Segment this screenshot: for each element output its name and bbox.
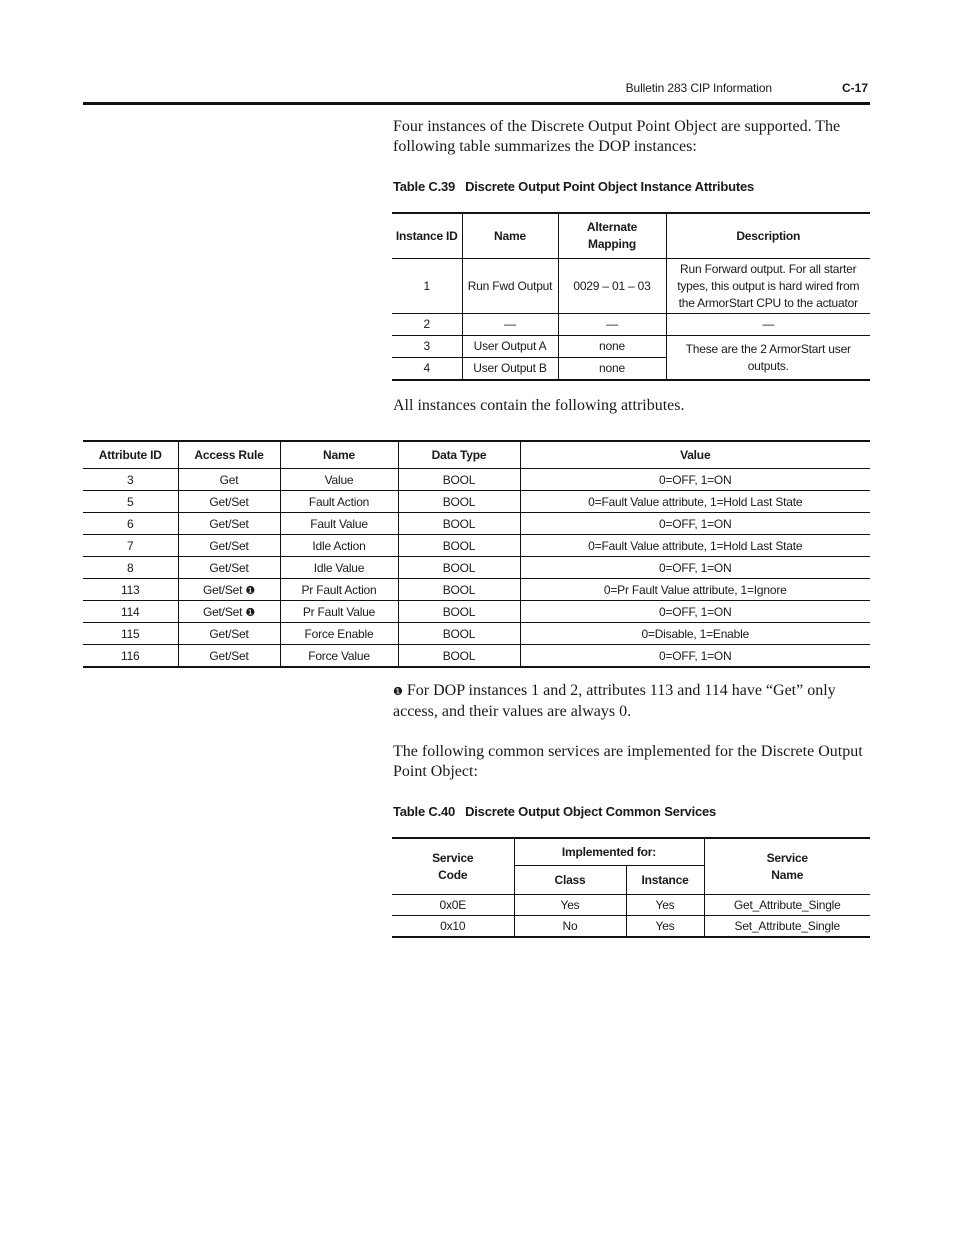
table-row xyxy=(83,513,870,535)
access-rule-cell xyxy=(178,491,280,513)
instance-id-cell: 2 xyxy=(392,314,462,336)
instance-name-cell: User Output B xyxy=(462,358,558,381)
table-row xyxy=(83,535,870,557)
header-rule xyxy=(83,102,870,105)
class-cell: Yes xyxy=(514,895,626,916)
table-c39-caption xyxy=(393,179,754,194)
table-row xyxy=(83,557,870,579)
attribute-name-cell xyxy=(280,645,398,668)
access-rule-cell xyxy=(178,601,280,623)
col-header-value: Value xyxy=(520,441,870,469)
access-rule-cell xyxy=(178,557,280,579)
access-rule-cell xyxy=(178,513,280,535)
attribute-id-cell xyxy=(83,623,178,645)
table-row xyxy=(83,579,870,601)
data-type-cell xyxy=(398,645,520,668)
mapping-cell: none xyxy=(558,358,666,381)
attribute-id-cell xyxy=(83,645,178,668)
value-text: 0=OFF, 1=ON xyxy=(659,648,732,663)
table-row xyxy=(83,645,870,668)
table-row xyxy=(392,259,870,314)
data-type-text: BOOL xyxy=(442,604,476,619)
shared-description-cell xyxy=(666,336,870,381)
value-cell xyxy=(520,513,870,535)
instance-name-cell: — xyxy=(462,314,558,336)
access-rule-text: Get xyxy=(219,472,239,487)
table-row xyxy=(83,623,870,645)
attribute-name-text: Value xyxy=(324,472,354,487)
description-line: the ArmorStart CPU to the actuator xyxy=(678,295,858,310)
col-header-name: Name xyxy=(462,213,558,259)
col-header-access-rule: Access Rule xyxy=(178,441,280,469)
data-type-text: BOOL xyxy=(442,538,476,553)
attribute-id-cell xyxy=(83,579,178,601)
col-header-class: Class xyxy=(514,866,626,895)
description-line: Run Forward output. For all starter xyxy=(680,261,857,276)
footnote-text: For DOP instances 1 and 2, attributes 113 and 114 have “Get” only access, and their values are always 0. xyxy=(393,682,836,720)
col-header-implemented-for: Implemented for: xyxy=(514,838,704,866)
col-header-data-type: Data Type xyxy=(398,441,520,469)
col-header-description: Description xyxy=(666,213,870,259)
data-type-text: BOOL xyxy=(442,626,476,641)
value-text: 0=Pr Fault Value attribute, 1=Ignore xyxy=(603,582,787,597)
instance-name-cell: Run Fwd Output xyxy=(462,259,558,314)
service-name-line2: Name xyxy=(771,867,804,882)
access-rule-text: Get/Set xyxy=(209,626,249,641)
data-type-cell xyxy=(398,557,520,579)
attribute-name-text: Force Enable xyxy=(304,626,374,641)
service-code-line1: Service xyxy=(432,850,474,865)
attribute-name-text: Pr Fault Value xyxy=(302,604,376,619)
attribute-name-text: Idle Action xyxy=(312,538,366,553)
page-number: C-17 xyxy=(841,81,868,95)
attribute-id-cell xyxy=(83,491,178,513)
data-type-cell xyxy=(398,623,520,645)
value-text: 0=OFF, 1=ON xyxy=(659,604,732,619)
header-title: Bulletin 283 CIP Information xyxy=(625,81,772,95)
attribute-id-text: 114 xyxy=(120,604,140,619)
alt-mapping-line1: Alternate xyxy=(586,220,638,234)
attribute-table xyxy=(83,440,870,668)
description-cell: — xyxy=(666,314,870,336)
attribute-rows xyxy=(83,469,870,668)
table-c40-title: Discrete Output Object Common Services xyxy=(465,804,717,819)
attribute-id-text: 113 xyxy=(120,582,140,597)
service-code-line2: Code xyxy=(438,867,468,882)
attribute-name-text: Fault Value xyxy=(310,516,368,531)
access-rule-text: Get/Set xyxy=(209,494,249,509)
common-services-table xyxy=(392,837,870,938)
footnote-mark: ❶ xyxy=(245,606,256,619)
instance-name-cell: User Output A xyxy=(462,336,558,358)
value-cell xyxy=(520,623,870,645)
attribute-name-cell xyxy=(280,535,398,557)
attribute-id-cell xyxy=(83,535,178,557)
service-name-cell: Set_Attribute_Single xyxy=(704,916,870,938)
table-row xyxy=(392,916,870,938)
col-header-name: Name xyxy=(280,441,398,469)
col-header-service-name xyxy=(704,838,870,895)
col-header-alternate-mapping xyxy=(558,213,666,259)
value-cell xyxy=(520,535,870,557)
service-name-cell: Get_Attribute_Single xyxy=(704,895,870,916)
value-cell xyxy=(520,645,870,668)
attribute-id-text: 3 xyxy=(127,472,134,487)
data-type-cell xyxy=(398,535,520,557)
data-type-cell xyxy=(398,491,520,513)
attribute-name-cell xyxy=(280,579,398,601)
class-cell: No xyxy=(514,916,626,938)
attribute-name-text: Idle Value xyxy=(313,560,365,575)
page-header xyxy=(0,80,954,100)
access-rule-text: Get/Set xyxy=(209,560,249,575)
data-type-cell xyxy=(398,469,520,491)
table-row xyxy=(392,336,870,358)
service-code-cell: 0x0E xyxy=(439,898,467,912)
table-row xyxy=(83,491,870,513)
table-c40-caption xyxy=(393,804,716,819)
footnote-mark: ❶ xyxy=(393,686,403,698)
value-cell xyxy=(520,557,870,579)
attribute-id-cell xyxy=(83,601,178,623)
attribute-name-cell xyxy=(280,557,398,579)
value-cell xyxy=(520,469,870,491)
value-cell xyxy=(520,601,870,623)
service-name-line1: Service xyxy=(766,850,808,865)
attribute-name-cell xyxy=(280,623,398,645)
col-header-instance-id: Instance ID xyxy=(392,213,462,259)
table-row xyxy=(392,895,870,916)
attributes-intro: All instances contain the following attributes. xyxy=(393,397,685,414)
instance-cell: Yes xyxy=(626,895,704,916)
attribute-name-cell xyxy=(280,491,398,513)
data-type-text: BOOL xyxy=(442,648,476,663)
data-type-text: BOOL xyxy=(442,582,476,597)
value-text: 0=Fault Value attribute, 1=Hold Last State xyxy=(588,538,803,553)
services-intro: The following common services are implemented for the Discrete Output Point Object: xyxy=(393,743,863,780)
instance-cell: Yes xyxy=(626,916,704,938)
attribute-id-cell xyxy=(83,469,178,491)
description-cell xyxy=(666,259,870,314)
attribute-name-cell xyxy=(280,601,398,623)
access-rule-text: Get/Set xyxy=(209,538,249,553)
data-type-cell xyxy=(398,601,520,623)
data-type-text: BOOL xyxy=(442,560,476,575)
table-row xyxy=(83,601,870,623)
data-type-text: BOOL xyxy=(442,472,476,487)
access-rule-text: Get/Set xyxy=(209,516,249,531)
access-rule-text: Get/Set xyxy=(202,582,243,597)
description-line: outputs. xyxy=(747,358,789,373)
attribute-id-cell xyxy=(83,513,178,535)
table-row xyxy=(83,469,870,491)
table-row xyxy=(392,314,870,336)
attribute-name-text: Fault Action xyxy=(308,494,370,509)
data-type-cell xyxy=(398,579,520,601)
alt-mapping-line2: Mapping xyxy=(588,237,636,251)
intro-paragraph: Four instances of the Discrete Output Point Object are supported. The following table summarizes the DOP instances: xyxy=(393,118,841,155)
dop-instance-table xyxy=(392,212,870,381)
attribute-id-text: 116 xyxy=(120,648,140,663)
instance-id-cell: 3 xyxy=(392,336,462,358)
table-c40-number: Table C.40 xyxy=(393,804,456,819)
description-line: types, this output is hard wired from xyxy=(677,278,860,293)
mapping-cell: — xyxy=(558,314,666,336)
access-rule-cell xyxy=(178,623,280,645)
table-c39-title: Discrete Output Point Object Instance Attributes xyxy=(465,179,755,194)
access-rule-cell xyxy=(178,469,280,491)
value-text: 0=OFF, 1=ON xyxy=(659,472,732,487)
description-line: These are the 2 ArmorStart user xyxy=(685,341,851,356)
access-rule-cell xyxy=(178,645,280,668)
mapping-cell: 0029 – 01 – 03 xyxy=(558,259,666,314)
access-rule-cell xyxy=(178,579,280,601)
footnote-mark: ❶ xyxy=(245,584,256,597)
attribute-id-text: 115 xyxy=(120,626,140,641)
attribute-id-text: 8 xyxy=(127,560,134,575)
instance-id-cell: 1 xyxy=(392,259,462,314)
mapping-cell: none xyxy=(558,336,666,358)
attribute-id-text: 7 xyxy=(127,538,134,553)
value-text: 0=OFF, 1=ON xyxy=(659,516,732,531)
col-header-instance: Instance xyxy=(626,866,704,895)
value-text: 0=Disable, 1=Enable xyxy=(641,626,750,641)
access-rule-text: Get/Set xyxy=(209,648,249,663)
footnote xyxy=(393,681,871,722)
instance-id-cell: 4 xyxy=(392,358,462,381)
attribute-name-text: Pr Fault Action xyxy=(301,582,377,597)
table-c39-number: Table C.39 xyxy=(393,179,456,194)
value-cell xyxy=(520,491,870,513)
access-rule-text: Get/Set xyxy=(202,604,243,619)
col-header-service-code xyxy=(392,838,514,895)
attribute-id-text: 6 xyxy=(127,516,134,531)
access-rule-cell xyxy=(178,535,280,557)
attribute-name-text: Force Value xyxy=(308,648,370,663)
value-text: 0=Fault Value attribute, 1=Hold Last State xyxy=(588,494,803,509)
attribute-name-cell xyxy=(280,469,398,491)
attribute-name-cell xyxy=(280,513,398,535)
data-type-text: BOOL xyxy=(442,494,476,509)
service-code-cell: 0x10 xyxy=(392,916,514,938)
value-text: 0=OFF, 1=ON xyxy=(659,560,732,575)
data-type-text: BOOL xyxy=(442,516,476,531)
data-type-cell xyxy=(398,513,520,535)
attribute-id-text: 5 xyxy=(127,494,134,509)
col-header-attribute-id: Attribute ID xyxy=(83,441,178,469)
attribute-id-cell xyxy=(83,557,178,579)
value-cell xyxy=(520,579,870,601)
